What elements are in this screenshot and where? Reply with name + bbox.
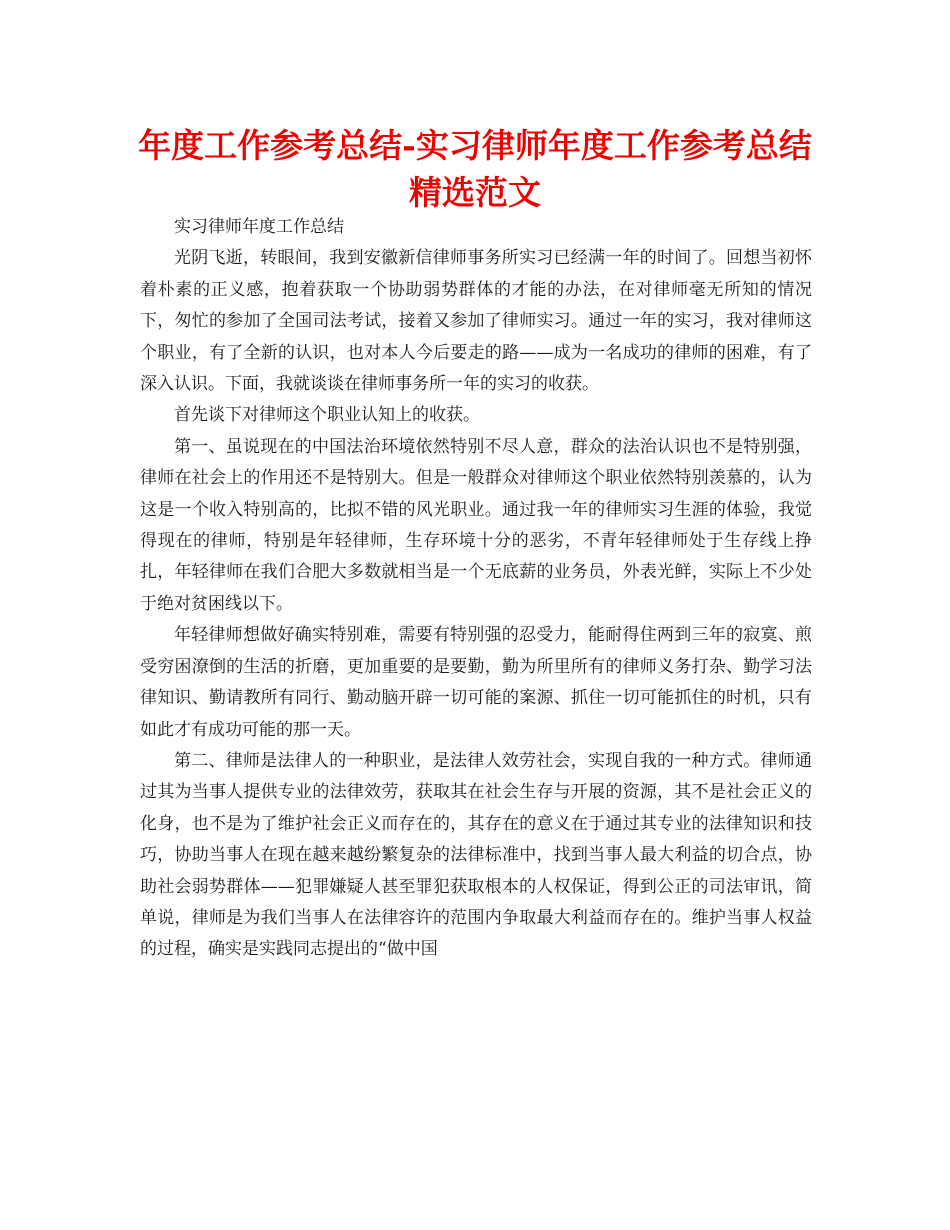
paragraph: 第一、虽说现在的中国法治环境依然特别不尽人意，群众的法治认识也不是特别强，律师在社会上的作用还不是特别大。但是一般群众对律师这个职业依然特别羡慕的，认为这是一个收入特别高的，比拟不错的风光职业。通过我一年的律师实习生涯的体验，我觉得现在的律师，特别是年轻律师，生存环境十分的恶劣，不青年轻律师处于生存线上挣扎，年轻律师在我们合肥大多数就相当是一个无底薪的业务员，外表光鲜，实际上不少处于绝对贫困线以下。 <box>140 436 812 614</box>
paragraph: 光阴飞逝，转眼间，我到安徽新信律师事务所实习已经满一年的时间了。回想当初怀着朴素的正义感，抱着获取一个协助弱势群体的才能的办法，在对律师毫无所知的情况下，匆忙的参加了全国司法考试，接着又参加了律师实习。通过一年的实习，我对律师这个职业，有了全新的认识，也对本人今后要走的路——成为一名成功的律师的困难，有了深入认识。下面，我就谈谈在律师事务所一年的实习的收获。 <box>140 248 812 395</box>
paragraph: 首先谈下对律师这个职业认知上的收获。 <box>174 405 480 426</box>
paragraph: 年轻律师想做好确实特别难，需要有特别强的忍受力，能耐得住两到三年的寂寞、煎受穷困潦倒的生活的折磨，更加重要的是要勤，勤为所里所有的律师义务打杂、勤学习法律知识、勤请教所有同行、勤动脑开辟一切可能的案源、抓住一切可能抓住的时机，只有如此才有成功可能的那一天。 <box>140 625 812 740</box>
paragraph: 第二、律师是法律人的一种职业，是法律人效劳社会，实现自我的一种方式。律师通过其为当事人提供专业的法律效劳，获取其在社会生存与开展的资源，其不是社会正义的化身，也不是为了维护社会正义而存在的，其存在的意义在于通过其专业的法律知识和技巧，协助当事人在现在越来越纷繁复杂的法律标准中，找到当事人最大利益的切合点，协助社会弱势群体——犯罪嫌疑人甚至罪犯获取根本的人权保证，得到公正的司法审讯，简单说，律师是为我们当事人在法律容许的范围内争取最大利益而存在的。维护当事人权益的过程，确实是实践同志提出的“做中国 <box>140 750 812 960</box>
document-body <box>140 212 812 966</box>
document-title: 年度工作参考总结-实习律师年度工作参考总结精选范文 <box>138 126 812 212</box>
paragraph-subtitle: 实习律师年度工作总结 <box>174 217 344 237</box>
